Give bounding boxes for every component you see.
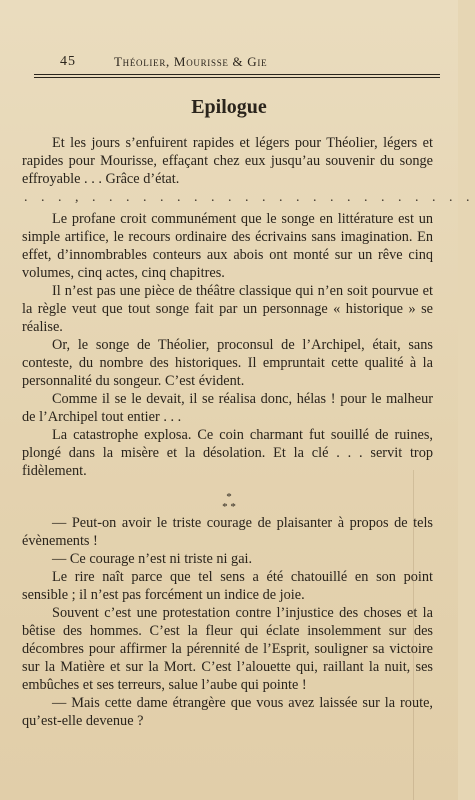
running-head: Théolier, Mourisse & Gie	[114, 54, 268, 69]
paragraph: Or, le songe de Théolier, proconsul de l’Archipel, était, sans conteste, du nombre des historiques. Il empruntait cette qualité à la personnalité du songeur. C’est évident.	[22, 337, 433, 389]
paragraph: — Peut-on avoir le triste courage de plaisanter à propos de tels évènements !	[22, 515, 433, 549]
separator-dots: . . . , . . . . . . . . . . . . . . . . . . . . . . .	[24, 190, 475, 205]
page-header	[22, 52, 440, 78]
asterism-bottom: * *	[222, 501, 236, 513]
page-fold-line	[413, 470, 414, 800]
page-number: 45	[60, 54, 76, 69]
chapter-title: Epilogue	[191, 96, 267, 118]
paragraph: Il n’est pas une pièce de théâtre classique qui n’en soit pourvue et la règle veut que tout songe fait par un personnage « historique » se réalise.	[22, 283, 433, 335]
text-block-2	[22, 514, 433, 730]
header-rule-thin	[34, 74, 440, 75]
paragraph: La catastrophe explosa. Ce coin charmant fut souillé de ruines, plongé dans la misère et la désolation. Et la clé . . . servit trop fidèlement.	[22, 427, 433, 479]
paragraph: — Ce courage n’est ni triste ni gai.	[52, 551, 253, 567]
asterism	[0, 492, 458, 512]
header-rule-thick	[34, 77, 440, 78]
text-block-1	[22, 210, 433, 480]
paragraph: Le profane croit communément que le songe en littérature est un simple artifice, le recours ordinaire des écrivains sans imagination. En effet, d’innombrables conteurs aux abois ont monté sur un rêve cinq volumes, cinq actes, cinq chapitres.	[22, 211, 433, 281]
opening-block	[22, 134, 433, 188]
paragraph: Le rire naît parce que tel sens a été chatouillé en son point sensible ; il n’est pas forcément un indice de joie.	[22, 569, 433, 603]
asterism-top: *	[226, 491, 232, 503]
paragraph: Comme il se le devait, il se réalisa donc, hélas ! pour le malheur de l’Archipel tout entier . . .	[22, 391, 433, 425]
opening-paragraph: Et les jours s’enfuirent rapides et légers pour Théolier, légers et rapides pour Mourisse, effaçant chez eux jusqu’au souvenir du songe effroyable . . . Grâce d’état.	[22, 135, 433, 187]
paragraph: Souvent c’est une protestation contre l’injustice des choses et la bêtise des hommes. C’est la fleur qui éclate insolemment sur des décombres pour affirmer la pérennité de l’Esprit, souligner sa victoire sur la Matière et sur la Mort. C’est l’alouette qui, raillant la nuit, ses embûches et ses terreurs, salue l’aube qui pointe !	[22, 605, 433, 693]
paragraph: — Mais cette dame étrangère que vous avez laissée sur la route, qu’est-elle devenue ?	[22, 695, 433, 729]
